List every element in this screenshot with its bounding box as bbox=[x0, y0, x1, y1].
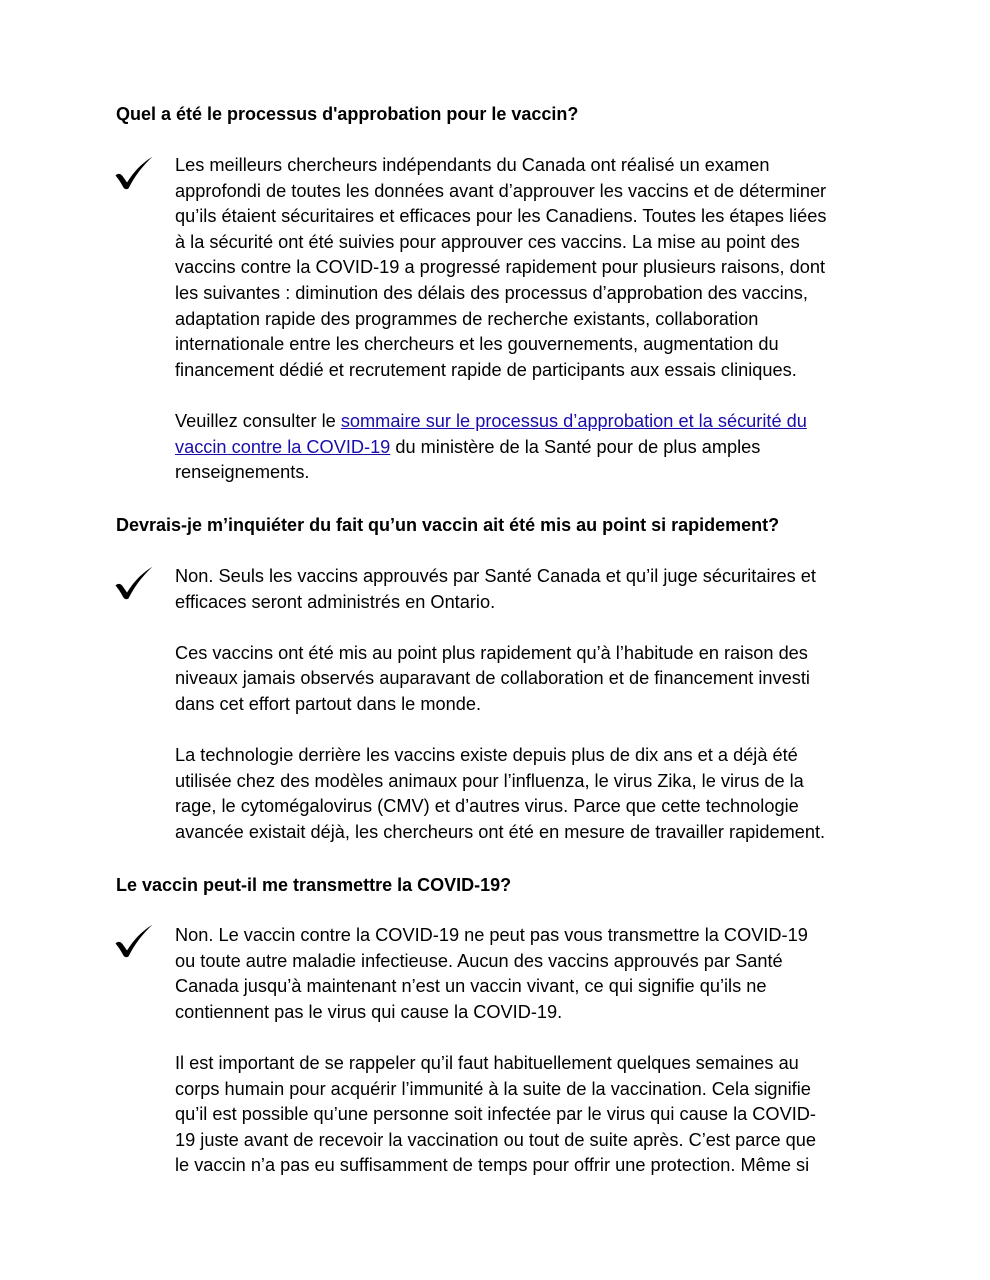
text-line: Non. Seuls les vaccins approuvés par Santé Canada et qu’il juge sécuritaires et bbox=[175, 566, 816, 586]
text-line: vaccins contre la COVID-19 a progressé rapidement pour plusieurs raisons, dont bbox=[175, 257, 826, 278]
answer-paragraph bbox=[175, 641, 880, 718]
link-outro-text: du ministère de la Santé pour de plus amples bbox=[390, 436, 761, 457]
text-line: Les meilleurs chercheurs indépendants du Canada ont réalisé un examen bbox=[175, 155, 770, 175]
link-intro-text: Veuillez consulter le bbox=[175, 410, 341, 431]
text-line: internationale entre les chercheurs et les gouvernements, augmentation du bbox=[175, 334, 779, 355]
text-line: rage, le cytomégalovirus (CMV) et d’autres virus. Parce que cette technologie bbox=[175, 796, 799, 817]
answer-paragraph bbox=[175, 743, 880, 845]
text-line: corps humain pour acquérir l’immunité à la suite de la vaccination. Cela signifie bbox=[175, 1078, 811, 1099]
text-line: avancée existait déjà, les chercheurs ont été en mesure de travailler rapidement. bbox=[175, 821, 826, 842]
text-line: financement dédié et recrutement rapide de participants aux essais cliniques. bbox=[175, 359, 797, 380]
checkmark-icon bbox=[114, 924, 154, 958]
text-line: qu’il est possible qu’une personne soit infectée par le virus qui cause la COVID- bbox=[175, 1104, 816, 1125]
text-line: à la sécurité ont été suivies pour approuver ces vaccins. La mise au point des bbox=[175, 231, 800, 252]
checkmark-icon bbox=[114, 566, 154, 600]
text-line: utilisée chez des modèles animaux pour l’influenza, le virus Zika, le virus de la bbox=[175, 770, 804, 791]
text-line bbox=[175, 435, 880, 461]
text-line: Non. Le vaccin contre la COVID-19 ne peut pas vous transmettre la COVID-19 bbox=[175, 925, 808, 945]
question-approval-process: Quel a été le processus d'approbation pour le vaccin? bbox=[116, 104, 579, 124]
text-line: La technologie derrière les vaccins existe depuis plus de dix ans et a déjà été bbox=[175, 745, 798, 766]
answer-paragraph bbox=[175, 1051, 880, 1179]
text-line: Canada jusqu’à maintenant n’est un vaccin vivant, ce qui signifie qu’ils ne bbox=[175, 976, 767, 997]
answer-paragraph bbox=[175, 564, 880, 615]
answer-paragraph-reference bbox=[175, 409, 880, 486]
text-line: Ces vaccins ont été mis au point plus rapidement qu’à l’habitude en raison des bbox=[175, 642, 808, 663]
text-line: dans cet effort partout dans le monde. bbox=[175, 693, 482, 714]
text-line: qu’ils étaient sécuritaires et efficaces pour les Canadiens. Toutes les étapes liées bbox=[175, 206, 827, 227]
text-line: 19 juste avant de recevoir la vaccination ou tout de suite après. C’est parce que bbox=[175, 1129, 816, 1150]
text-line: renseignements. bbox=[175, 462, 310, 483]
text-line: les suivantes : diminution des délais des processus d’approbation des vaccins, bbox=[175, 282, 808, 303]
question-vaccine-transmission: Le vaccin peut-il me transmettre la COVID-19? bbox=[116, 875, 512, 895]
text-line: efficaces seront administrés en Ontario. bbox=[175, 591, 496, 612]
answer-approval-process bbox=[175, 153, 880, 486]
answer-rapid-development bbox=[175, 564, 880, 846]
approval-summary-link-continued[interactable]: vaccin contre la COVID-19 bbox=[175, 436, 391, 457]
answer-paragraph bbox=[175, 153, 880, 383]
question-rapid-development: Devrais-je m’inquiéter du fait qu’un vaccin ait été mis au point si rapidement? bbox=[116, 515, 780, 535]
checkmark-icon bbox=[114, 156, 154, 190]
text-line: contiennent pas le virus qui cause la COVID-19. bbox=[175, 1001, 563, 1022]
text-line: approfondi de toutes les données avant d’approuver les vaccins et de déterminer bbox=[175, 180, 827, 201]
text-line: le vaccin n’a pas eu suffisamment de temps pour offrir une protection. Même si bbox=[175, 1155, 810, 1176]
text-line: Il est important de se rappeler qu’il faut habituellement quelques semaines au bbox=[175, 1052, 799, 1073]
text-line: adaptation rapide des programmes de recherche existants, collaboration bbox=[175, 308, 759, 329]
text-line bbox=[175, 409, 880, 435]
text-line: niveaux jamais observés auparavant de collaboration et de financement investi bbox=[175, 668, 810, 689]
answer-vaccine-transmission bbox=[175, 923, 880, 1179]
answer-paragraph bbox=[175, 923, 880, 1025]
approval-summary-link[interactable]: sommaire sur le processus d’approbation et la sécurité du bbox=[340, 410, 807, 431]
text-line: ou toute autre maladie infectieuse. Aucun des vaccins approuvés par Santé bbox=[175, 950, 783, 971]
